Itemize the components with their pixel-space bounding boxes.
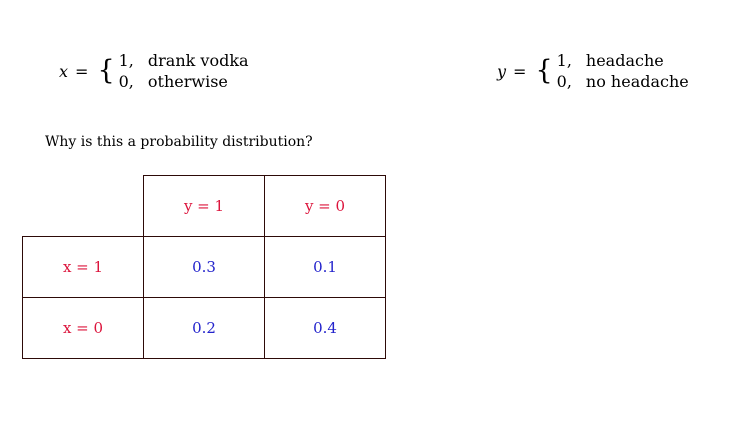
- table-row: [23, 237, 386, 298]
- equation-x-case-0: [119, 71, 249, 92]
- table-cell-x1-y0: 0.1: [265, 237, 386, 298]
- table-cell-x0-y0: 0.4: [265, 298, 386, 359]
- case-label: no headache: [585, 72, 689, 91]
- equation-x-case-1: [119, 50, 249, 71]
- table-cell-x1-y1: 0.3: [144, 237, 265, 298]
- case-value: 1,: [556, 51, 572, 70]
- table-corner-cell: [23, 176, 144, 237]
- case-label: otherwise: [147, 72, 228, 91]
- case-value: 0,: [118, 72, 134, 91]
- table-row: [23, 298, 386, 359]
- case-label: drank vodka: [147, 51, 249, 70]
- table-header-y0: y = 0: [265, 176, 386, 237]
- table-header-row: [23, 176, 386, 237]
- equation-x: [59, 50, 249, 92]
- case-label: headache: [585, 51, 664, 70]
- equation-x-equals: =: [75, 61, 89, 81]
- equation-y-equals: =: [513, 61, 527, 81]
- equation-y-case-0: [557, 71, 689, 92]
- left-brace: {: [535, 54, 553, 86]
- equation-x-variable: x: [59, 61, 69, 81]
- equation-y-cases: [557, 50, 689, 92]
- table-cell-x0-y1: 0.2: [144, 298, 265, 359]
- equation-x-cases: [119, 50, 249, 92]
- probability-table: [22, 175, 386, 359]
- case-value: 0,: [556, 72, 572, 91]
- table-row-label-x0: x = 0: [23, 298, 144, 359]
- question-text: Why is this a probability distribution?: [45, 134, 313, 150]
- equation-y: [497, 50, 689, 92]
- table-row-label-x1: x = 1: [23, 237, 144, 298]
- equation-y-case-1: [557, 50, 689, 71]
- table-header-y1: y = 1: [144, 176, 265, 237]
- case-value: 1,: [118, 51, 134, 70]
- equation-y-variable: y: [497, 61, 507, 81]
- left-brace: {: [97, 54, 115, 86]
